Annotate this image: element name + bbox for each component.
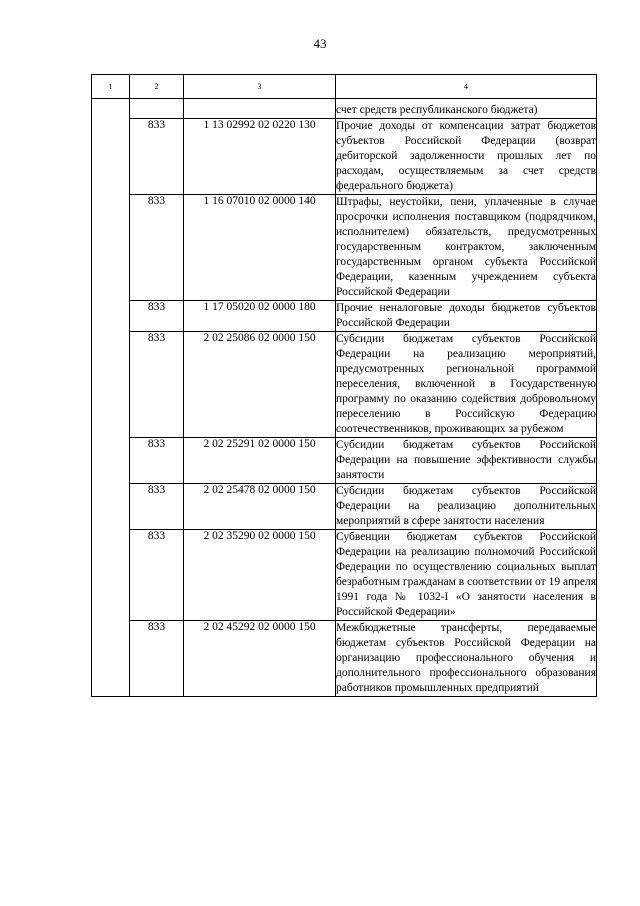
description-cell: Штрафы, неустойки, пени, уплаченные в случае просрочки исполнения поставщиком (подрядчиком, исполнителем) обязательств, предусмотренных государственным контрактом, заключенным государственным органом субъекта Российской Федерации, казенным учреждением субъекта Российской Федерации xyxy=(336,195,597,301)
budget-code-cell: 1 16 07010 02 0000 140 xyxy=(184,195,336,301)
header-col-3: 3 xyxy=(184,75,336,99)
budget-code-cell xyxy=(184,99,336,119)
admin-code-cell: 833 xyxy=(130,438,184,484)
table-row xyxy=(92,530,597,621)
budget-codes-table xyxy=(91,74,597,697)
budget-code-cell: 2 02 25086 02 0000 150 xyxy=(184,332,336,438)
admin-code-cell xyxy=(130,99,184,119)
budget-code-cell: 2 02 45292 02 0000 150 xyxy=(184,621,336,697)
table-row xyxy=(92,195,597,301)
budget-code-cell: 1 13 02992 02 0220 130 xyxy=(184,119,336,195)
table-row xyxy=(92,301,597,332)
table-row xyxy=(92,438,597,484)
admin-code-cell: 833 xyxy=(130,195,184,301)
group-cell xyxy=(92,99,130,697)
table-row xyxy=(92,484,597,530)
admin-code-cell: 833 xyxy=(130,301,184,332)
table-row xyxy=(92,119,597,195)
admin-code-cell: 833 xyxy=(130,621,184,697)
table-header-row xyxy=(92,75,597,99)
description-cell: Субсидии бюджетам субъектов Российской Федерации на реализацию мероприятий, предусмотренных региональной программой переселения, включенной в Государственную программу по оказанию содействия добровольному переселению в Российскую Федерацию соотечественников, проживающих за рубежом xyxy=(336,332,597,438)
admin-code-cell: 833 xyxy=(130,119,184,195)
budget-code-cell: 2 02 25291 02 0000 150 xyxy=(184,438,336,484)
description-cell: Субвенции бюджетам субъектов Российской Федерации на реализацию полномочий Российской Федерации по осуществлению социальных выплат безработным гражданам в соответствии от 19 апреля 1991 года № 1032-I «О занятости населения в Российской Федерации» xyxy=(336,530,597,621)
table-row xyxy=(92,332,597,438)
table-row xyxy=(92,621,597,697)
description-cell: счет средств республиканского бюджета) xyxy=(336,99,597,119)
budget-code-cell: 2 02 35290 02 0000 150 xyxy=(184,530,336,621)
description-cell: Субсидии бюджетам субъектов Российской Федерации на повышение эффективности службы занятости xyxy=(336,438,597,484)
budget-code-cell: 1 17 05020 02 0000 180 xyxy=(184,301,336,332)
admin-code-cell: 833 xyxy=(130,530,184,621)
admin-code-cell: 833 xyxy=(130,332,184,438)
description-cell: Субсидии бюджетам субъектов Российской Федерации на реализацию дополнительных мероприятий в сфере занятости населения xyxy=(336,484,597,530)
header-col-2: 2 xyxy=(130,75,184,99)
header-col-4: 4 xyxy=(336,75,597,99)
description-cell: Прочие неналоговые доходы бюджетов субъектов Российской Федерации xyxy=(336,301,597,332)
description-cell: Прочие доходы от компенсации затрат бюджетов субъектов Российской Федерации (возврат дебиторской задолженности прошлых лет по расходам, осуществляемым за счет средств федерального бюджета) xyxy=(336,119,597,195)
table-row xyxy=(92,99,597,119)
description-cell: Межбюджетные трансферты, передаваемые бюджетам субъектов Российской Федерации на организацию профессионального обучения и дополнительного профессионального образования работников промышленных предприятий xyxy=(336,621,597,697)
budget-code-cell: 2 02 25478 02 0000 150 xyxy=(184,484,336,530)
header-col-1: 1 xyxy=(92,75,130,99)
page-number: 43 xyxy=(313,36,327,51)
admin-code-cell: 833 xyxy=(130,484,184,530)
